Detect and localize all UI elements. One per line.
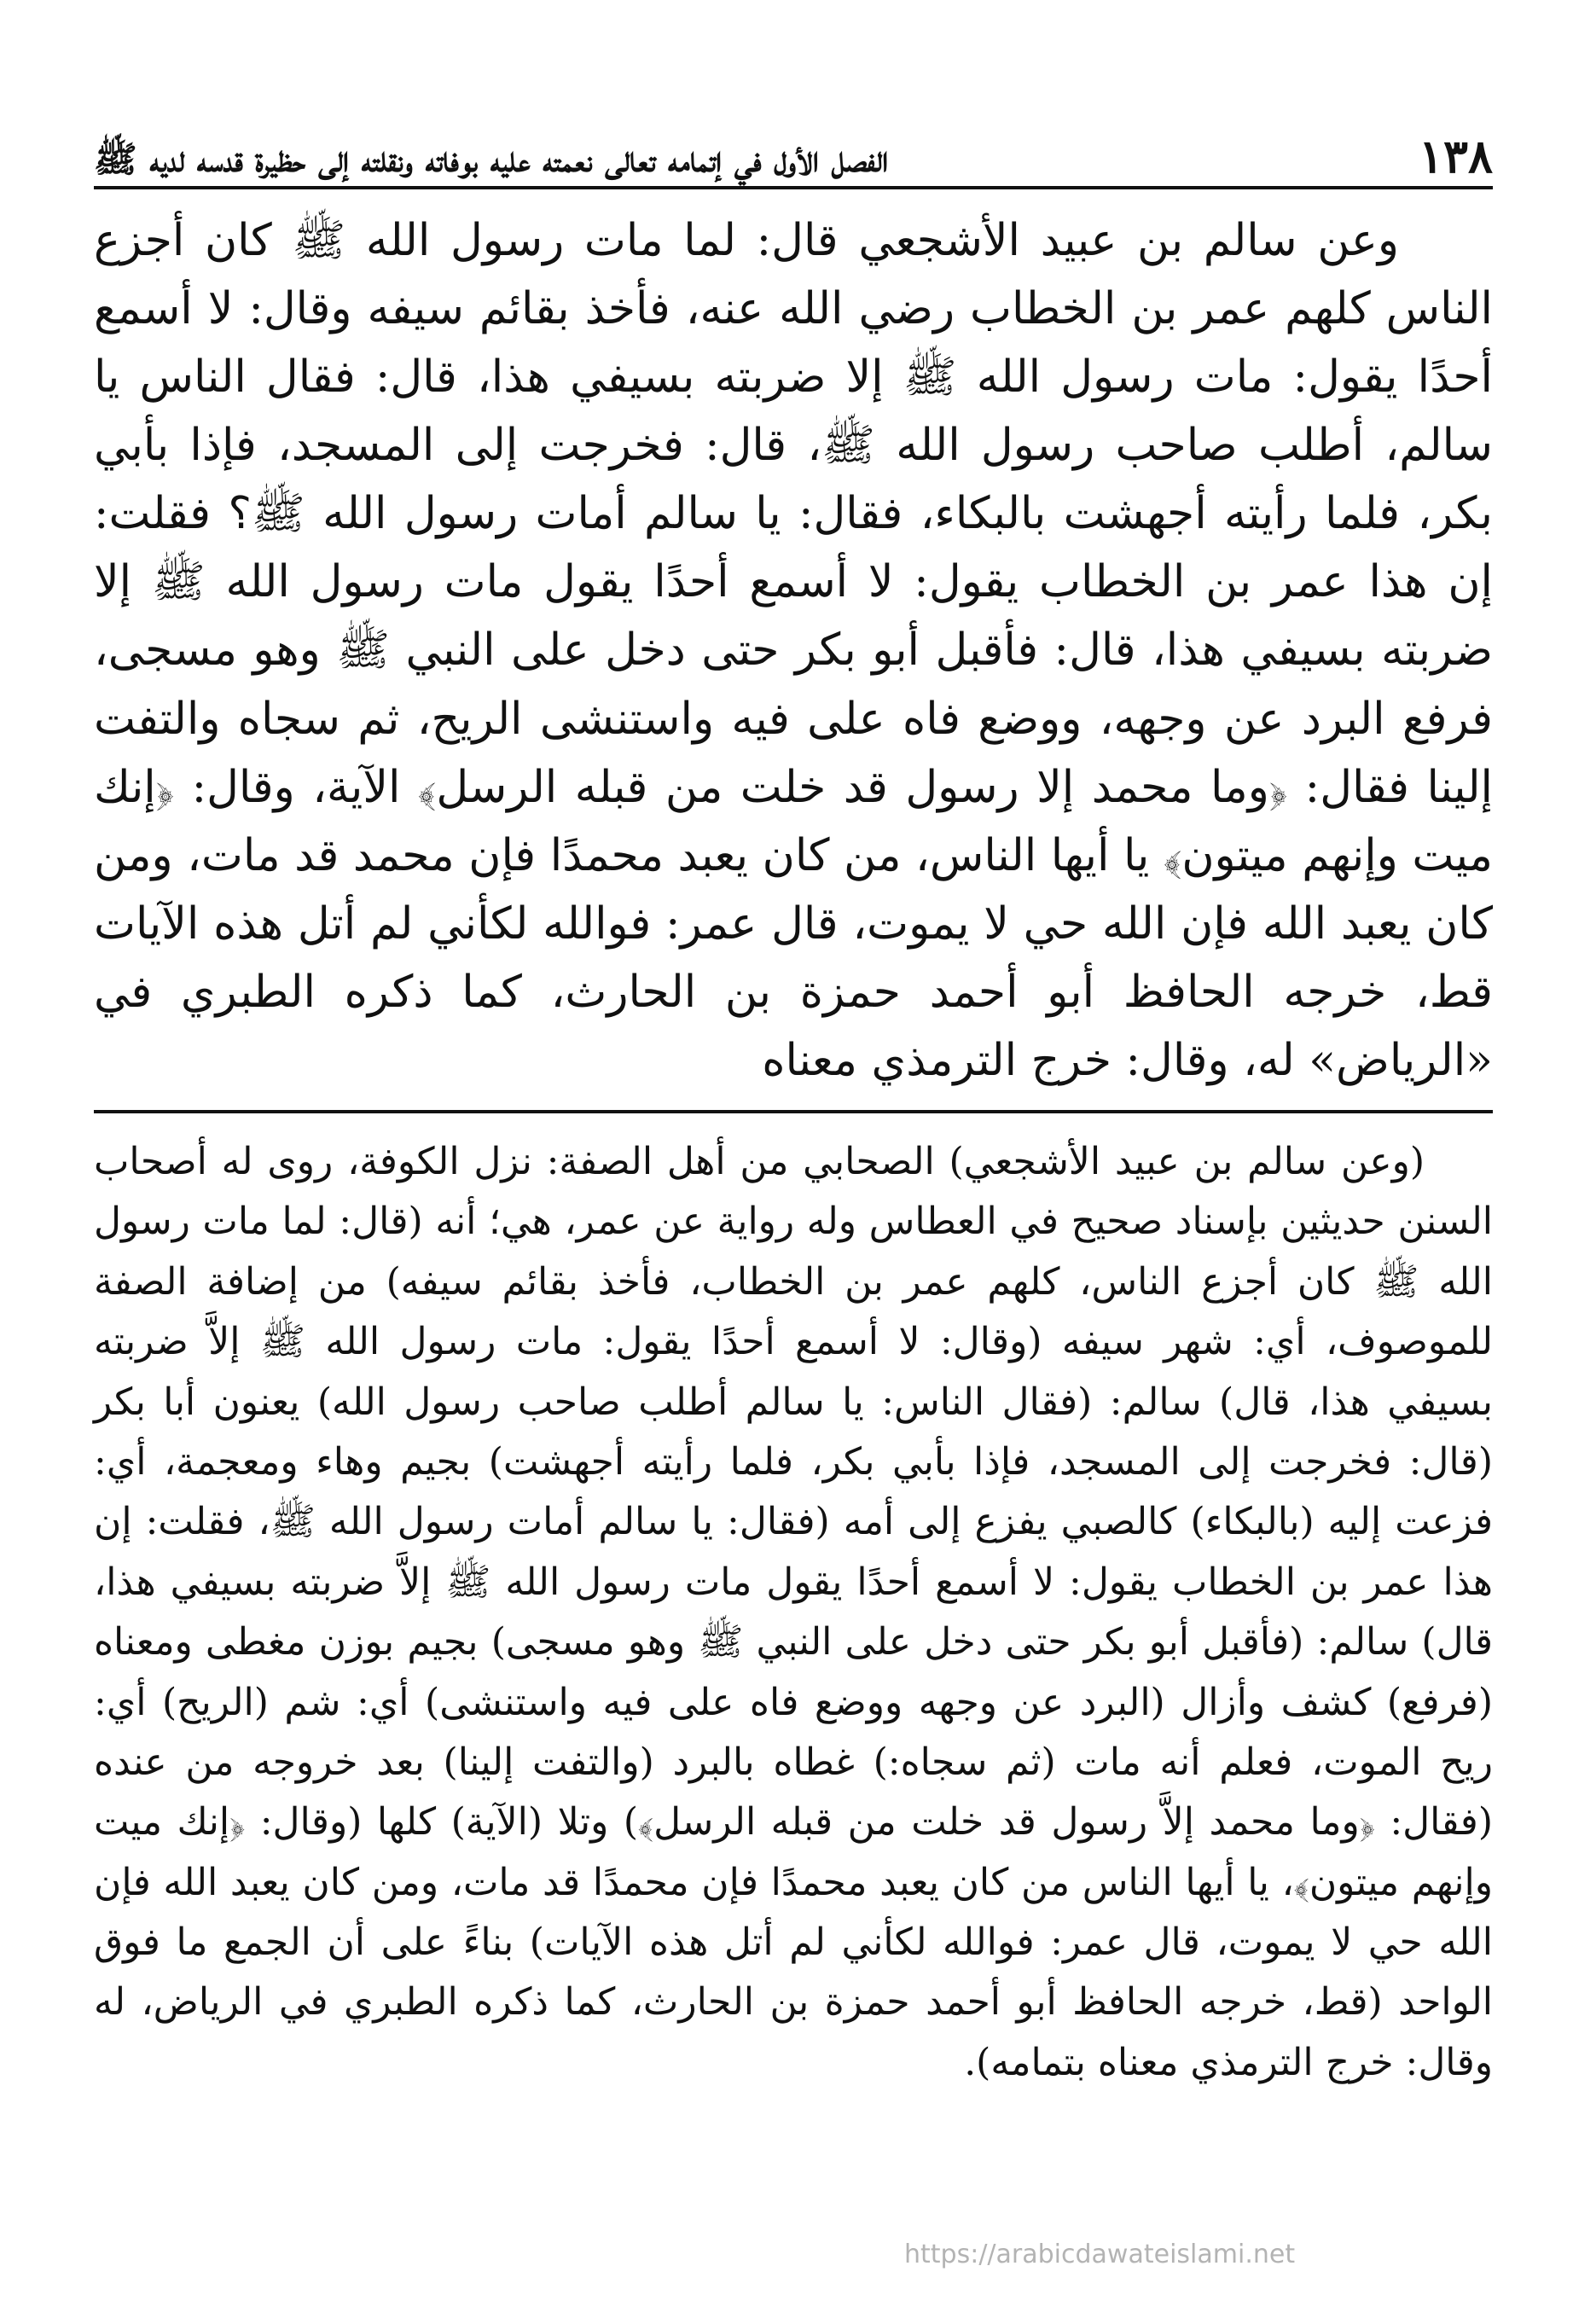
main-text [94,206,1493,1095]
commentary [94,1132,1493,2093]
section-divider [94,1110,1493,1113]
document-page [94,102,1493,2252]
running-title: الفصل الأول في إتمامه تعالى نعمته عليه بوفاته ونقلته إلى حظيرة قدسه لديه ﷺ [94,137,889,180]
commentary-paragraph: (وعن سالم بن عبيد الأشجعي) الصحابي من أهل الصفة: نزل الكوفة، روى له أصحاب السنن حديثين بإسناد صحيح في العطاس وله رواية عن عمر، هي؛ أنه (قال: لما مات رسول الله ﷺ كان أجزع الناس، كلهم عمر بن الخطاب، فأخذ بقائم سيفه) من إضافة الصفة للموصوف، أي: شهر سيفه (وقال: لا أسمع أحدًا يقول: مات رسول الله ﷺ إلاَّ ضربته بسيفي هذا، قال) سالم: (فقال الناس: يا سالم أطلب صاحب رسول الله) يعنون أبا بكر (قال: فخرجت إلى المسجد، فإذا بأبي بكر، فلما رأيته أجهشت) بجيم وهاء ومعجمة، أي: فزعت إليه (بالبكاء) كالصبي يفزع إلى أمه (فقال: يا سالم أمات رسول الله ﷺ، فقلت: إن هذا عمر بن الخطاب يقول: لا أسمع أحدًا يقول مات رسول الله ﷺ إلاَّ ضربته بسيفي هذا، قال) سالم: (فأقبل أبو بكر حتى دخل على النبي ﷺ وهو مسجى) بجيم بوزن مغطى ومعناه (فرفع) كشف وأزال (البرد عن وجهه ووضع فاه على فيه واستنشى) أي: شم (الريح) أي: ريح الموت، فعلم أنه مات (ثم سجاه:) غطاه بالبرد (والتفت إلينا) بعد خروجه من عنده (فقال: ﴿وما محمد إلاَّ رسول قد خلت من قبله الرسل﴾) وتلا (الآية) كلها (وقال: ﴿إنك ميت وإنهم ميتون﴾، يا أيها الناس من كان يعبد محمدًا فإن محمدًا قد مات، ومن كان يعبد الله فإن الله حي لا يموت، قال عمر: فوالله لكأني لم أتل هذه الآيات) بناءً على أن الجمع ما فوق الواحد (قط، خرجه الحافظ أبو أحمد حمزة بن الحارث، كما ذكره الطبري في الرياض، له وقال: خرج الترمذي معناه بتمامه). [94,1140,1493,2084]
watermark: https://arabicdawateislami.net [904,2240,1296,2269]
page-header [94,102,1493,189]
main-paragraph: وعن سالم بن عبيد الأشجعي قال: لما مات رسول الله ﷺ كان أجزع الناس كلهم عمر بن الخطاب رضي الله عنه، فأخذ بقائم سيفه وقال: لا أسمع أحدًا يقول: مات رسول الله ﷺ إلا ضربته بسيفي هذا، قال: فقال الناس يا سالم، أطلب صاحب رسول الله ﷺ، قال: فخرجت إلى المسجد، فإذا بأبي بكر، فلما رأيته أجهشت بالبكاء، فقال: يا سالم أمات رسول الله ﷺ؟ فقلت: إن هذا عمر بن الخطاب يقول: لا أسمع أحدًا يقول مات رسول الله ﷺ إلا ضربته بسيفي هذا، قال: فأقبل أبو بكر حتى دخل على النبي ﷺ وهو مسجى، فرفع البرد عن وجهه، ووضع فاه على فيه واستنشى الريح، ثم سجاه والتفت إلينا فقال: ﴿وما محمد إلا رسول قد خلت من قبله الرسل﴾ الآية، وقال: ﴿إنك ميت وإنهم ميتون﴾ يا أيها الناس، من كان يعبد محمدًا فإن محمد قد مات، ومن كان يعبد الله فإن الله حي لا يموت، قال عمر: فوالله لكأني لم أتل هذه الآيات قط، خرجه الحافظ أبو أحمد حمزة بن الحارث، كما ذكره الطبري في «الرياض» له، وقال: خرج الترمذي معناه [94,215,1493,1086]
page-number: ١٣٨ [1418,129,1493,183]
